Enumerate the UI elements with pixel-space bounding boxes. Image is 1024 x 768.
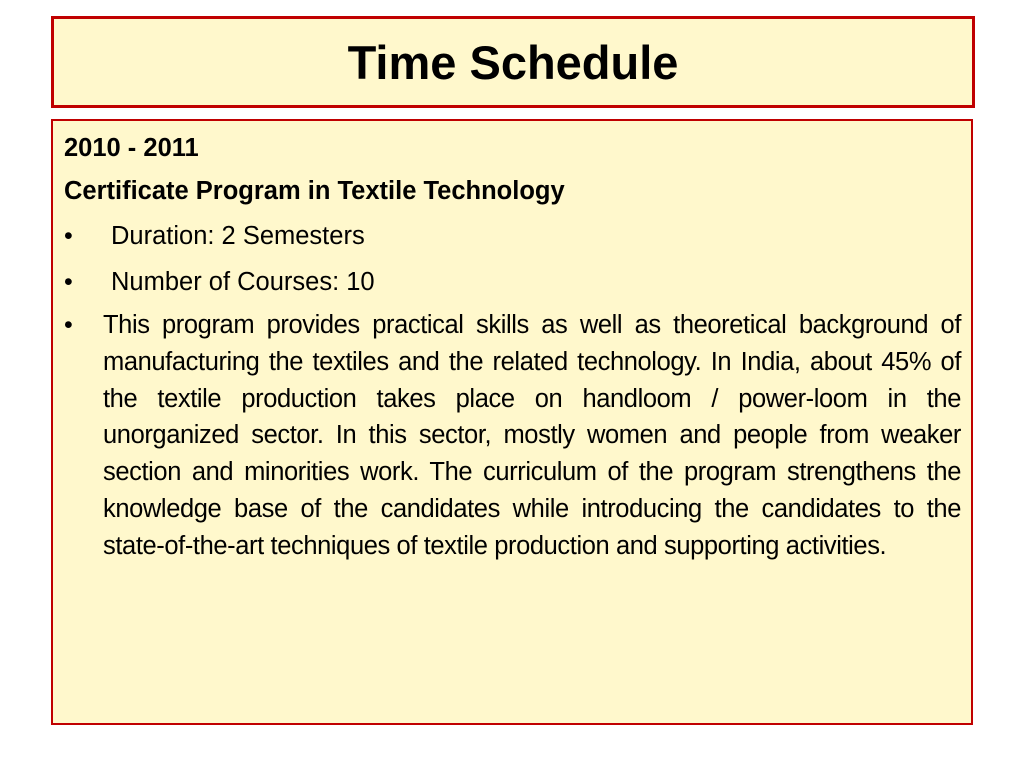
program-heading: Certificate Program in Textile Technology [64,177,565,205]
bullet-icon: • [64,222,73,250]
bullet-icon: • [64,311,73,339]
bullet-item-duration [64,213,961,259]
content-box [51,119,973,725]
bullet-list [64,213,961,565]
title-box [51,16,975,108]
bullet-text: This program provides practical skills as well as theoretical background of manufacturing the textiles and the related technology. In India, about 45% of the textile production takes place on handloom / power-loom in the unorganized sector. In this sector, mostly women and people from weaker section and minorities work. The curriculum of the program strengthens the knowledge base of the candidates while introducing the candidates to the state-of-the-art techniques of textile production and supporting activities. [103,311,961,560]
bullet-text: Duration: 2 Semesters [111,222,365,250]
content-body [53,121,971,565]
year-heading: 2010 - 2011 [64,134,199,162]
bullet-item-description [64,307,961,565]
slide-title: Time Schedule [347,35,679,89]
bullet-icon: • [64,268,73,296]
bullet-text: Number of Courses: 10 [111,268,375,296]
bullet-item-courses [64,259,961,305]
